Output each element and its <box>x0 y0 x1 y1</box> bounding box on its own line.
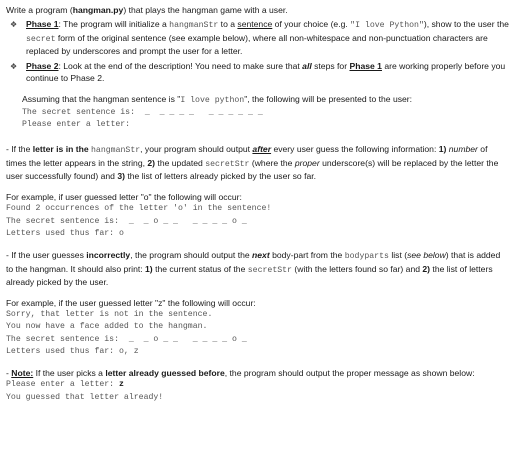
note-user-input: z <box>119 380 124 390</box>
example2-block <box>6 191 509 240</box>
phase2-text: : Look at the end of the description! You need to make sure that <box>58 61 303 72</box>
example1-output-line: The secret sentence is: _ _ _ _ _ _ _ _ _ _ _ <box>22 107 263 117</box>
section1-text: (where the <box>249 157 295 168</box>
example1-block <box>6 93 509 131</box>
note-text: - <box>6 368 12 379</box>
section2-see-below: see below <box>407 250 446 261</box>
section1-proper: proper <box>294 157 320 168</box>
example2-output-line: The secret sentence is: _ _ o _ _ _ _ _ _ o _ <box>6 216 247 226</box>
example1-code: I love python <box>180 96 245 106</box>
note-output-line: You guessed that letter already! <box>6 392 164 402</box>
example3-output-line: The secret sentence is: _ _ o _ _ _ _ _ _ o _ <box>6 334 247 344</box>
section2-code: bodyparts <box>344 252 389 262</box>
example3-output-line: Letters used thus far: o, z <box>6 347 139 357</box>
phase1-text: to a <box>218 19 238 30</box>
note-text: , the program should output the proper message as shown below: <box>224 368 475 379</box>
section2-text: ) that is added to the hangman. It should also print: <box>6 250 501 274</box>
intro-text-end: ) that plays the hangman game with a user. <box>123 5 288 15</box>
section1-text: - If the <box>6 144 33 155</box>
section1-number: number <box>448 144 478 155</box>
section1-paragraph <box>6 143 509 182</box>
section1-text: every user guess the following information: <box>271 144 439 155</box>
note-block <box>6 367 509 404</box>
example3-output-line: You now have a face added to the hangman. <box>6 322 208 332</box>
section1-num: 2) <box>147 157 156 168</box>
phase1-text: of your choice (e.g. <box>272 19 351 30</box>
note-output-line <box>6 379 509 391</box>
phase1-text: : The program will initialize a <box>58 19 170 30</box>
note-text: If the user picks a <box>33 368 106 379</box>
section2-text: the list of letters already picked by the user. <box>6 263 493 288</box>
example2-output-line: Found 2 occurrences of the letter 'o' in the sentence! <box>6 204 272 214</box>
section1-bold: letter is in the <box>32 144 92 155</box>
section1-code: secretStr <box>205 159 250 169</box>
intro-paragraph <box>6 4 509 16</box>
phase1-text: ), show to the user the <box>423 19 509 30</box>
phase1-text: form of the original sentence (see example below), where all non-whitespace and non-punctuation characters are replaced by underscores and prompt the user for a letter. <box>26 32 488 56</box>
section1-code: hangmanStr <box>91 146 141 156</box>
note-label: Note: <box>11 368 34 379</box>
bullet-icon: ❖ <box>10 62 18 72</box>
note-paragraph <box>6 367 509 379</box>
example1-intro <box>22 93 509 106</box>
section1-text: the updated <box>155 157 206 168</box>
phase2-label: Phase 2 <box>26 61 59 72</box>
example3-block <box>6 297 509 358</box>
section1-after: after <box>252 144 272 155</box>
phase1-item <box>6 18 509 57</box>
section2-paragraph <box>6 249 509 288</box>
section2-text: the current status of the <box>152 263 248 274</box>
section2-text: (with the letters found so far) and <box>291 263 423 274</box>
section2-num: 2) <box>422 263 431 274</box>
note-bold: letter already guessed before <box>105 368 225 379</box>
section1-text: underscore(s) will be replaced by the letter the user successfully found) and <box>6 157 499 182</box>
phase-list <box>6 18 509 84</box>
intro-text: Write a program ( <box>6 5 73 15</box>
example2-intro: For example, if user guessed letter "o" the following will occur: <box>6 192 242 203</box>
section2-next: next <box>252 250 270 261</box>
section2-num: 1) <box>145 263 153 274</box>
section1-text: of times the letter appears in the string, <box>6 144 488 168</box>
section2-text: , the program should output the <box>130 250 253 261</box>
phase1-example-code: "I love Python" <box>350 21 424 31</box>
intro-filename: hangman.py <box>72 5 124 15</box>
example1-text: Assuming that the hangman sentence is " <box>22 94 181 105</box>
section2-text: body-part from the <box>269 250 345 261</box>
phase2-text: are working properly before you continue to Phase 2. <box>26 61 506 84</box>
phase2-all: all <box>302 61 312 72</box>
section1-num: 1) <box>438 144 447 155</box>
example1-text: ", the following will be presented to the user: <box>244 94 413 105</box>
example3-intro: For example, if the user guessed letter "z" the following will occur: <box>6 298 256 309</box>
phase1-code: hangmanStr <box>169 21 219 31</box>
section2-incorrectly: incorrectly <box>86 250 131 261</box>
phase1-secret-code: secret <box>26 34 56 44</box>
section2-text: - If the user guesses <box>6 250 87 261</box>
example1-output-line: Please enter a letter: <box>22 119 131 129</box>
section1-text: the list of letters already picked by the user so far. <box>124 171 317 182</box>
note-prompt: Please enter a letter: <box>6 380 120 390</box>
phase1-label: Phase 1 <box>26 19 59 30</box>
phase2-phase1-ref: Phase 1 <box>349 61 382 72</box>
phase1-sentence: sentence <box>237 19 273 30</box>
section2-text: list ( <box>388 250 408 261</box>
example3-output-line: Sorry, that letter is not in the sentence. <box>6 310 213 320</box>
example2-output-line: Letters used thus far: o <box>6 228 124 238</box>
section2-code: secretStr <box>247 265 292 275</box>
bullet-icon: ❖ <box>10 20 18 30</box>
section1-text: , your program should output <box>140 144 253 155</box>
phase2-text: steps for <box>311 61 350 72</box>
section1-num: 3) <box>117 171 125 182</box>
phase2-item <box>6 60 509 84</box>
